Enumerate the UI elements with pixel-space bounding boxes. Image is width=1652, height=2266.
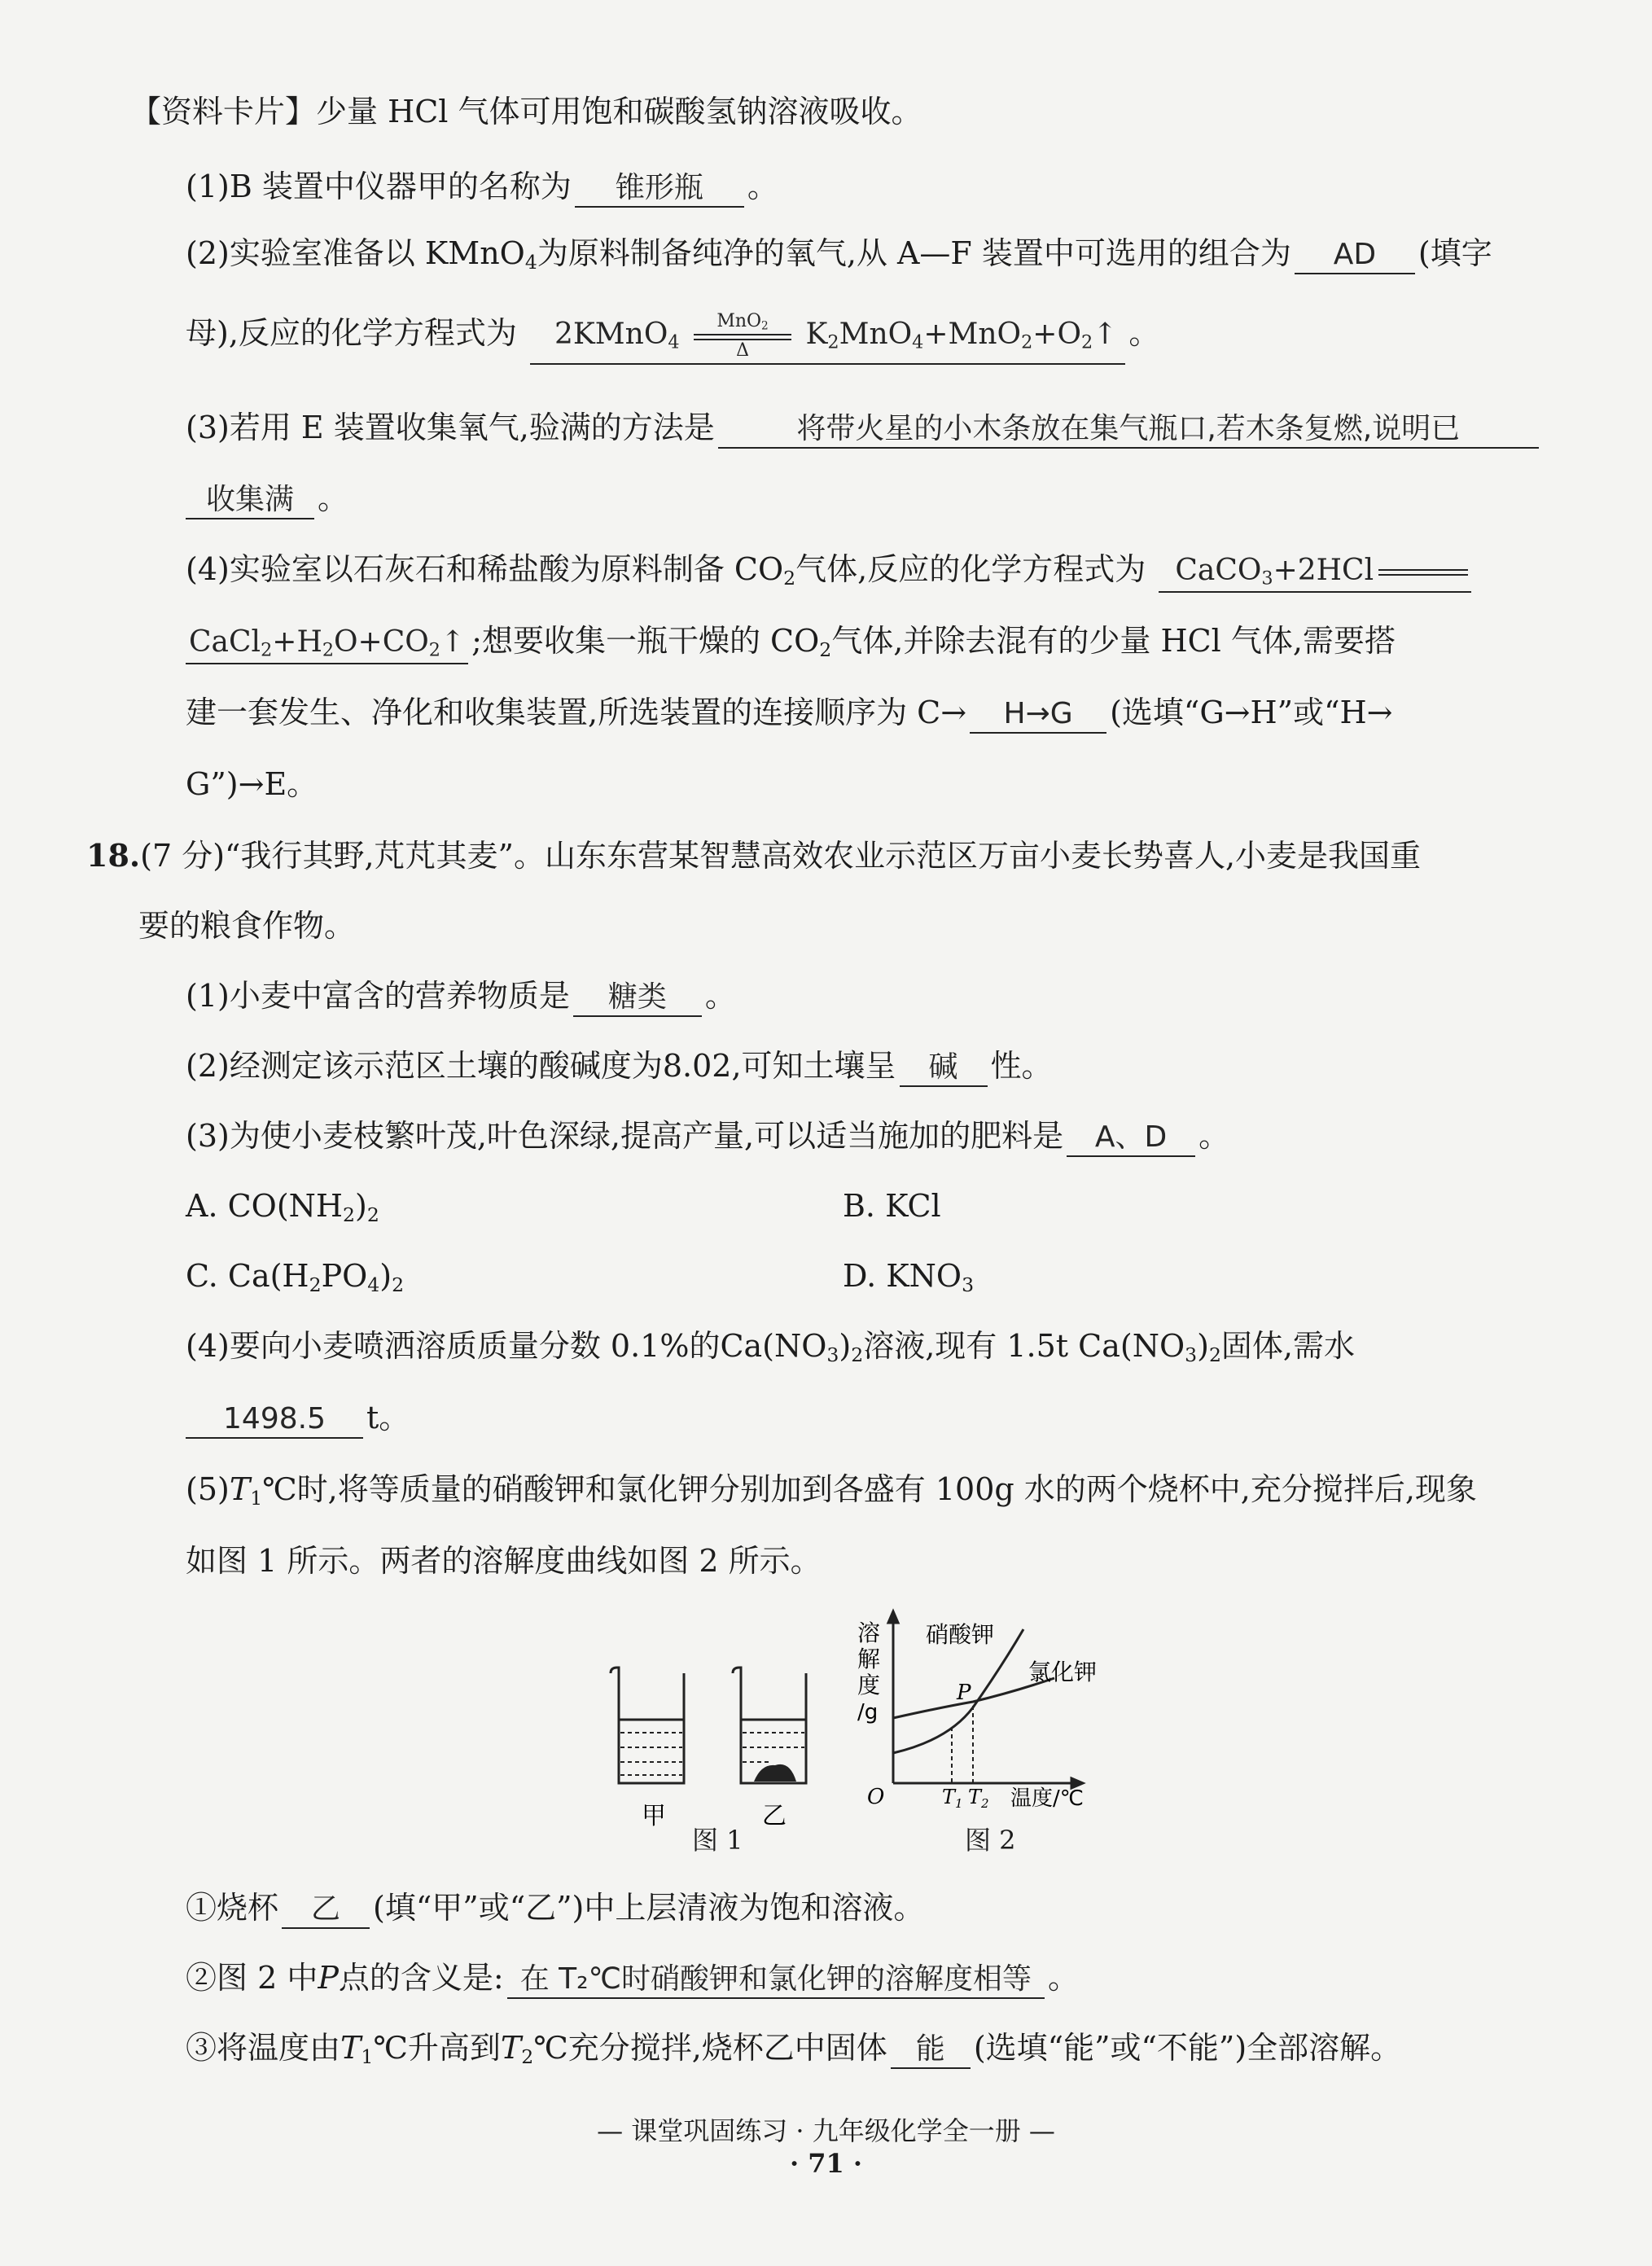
q3-line1: (3)若用 E 装置收集氧气,验满的方法是 将带火星的小木条放在集气瓶口,若木条复燃,说明已: [186, 412, 1542, 449]
beaker-b-label: 乙: [762, 1802, 787, 1830]
x-axis-label: 温度/℃: [1010, 1786, 1084, 1811]
q2-line1: (2)实验室准备以 KMnO$_4$为原料制备纯净的氧气,从 A—F 装置中可选用的组合为 AD (填字: [186, 235, 1492, 274]
q4-line2: $CaCl_2+H_2O+CO_2↑$ ;想要收集一瓶干燥的 $CO_2$气体,并除去混有的少量 HCl 气体,需要搭: [186, 625, 1396, 664]
question-number: 18.: [86, 837, 141, 874]
option-c: C. $Ca(H_2PO_4)_2$: [186, 1258, 405, 1296]
figure-2: [851, 1608, 1111, 1812]
q4-line1: (4)实验室以石灰石和稀盐酸为原料制备 $CO_2$气体,反应的化学方程式为 CaCO$_3$+2HCl: [186, 554, 1475, 593]
t2-label: $T_2$: [968, 1786, 989, 1811]
c3-answer: 能: [891, 2035, 971, 2069]
q3-answer-2: 收集满: [186, 485, 314, 519]
option-d: D. $KNO_3$: [843, 1258, 975, 1296]
q2-line2: 母),反应的化学方程式为 2KMnO$_4$ MnO$_2$ Δ $K_2MnO_4+MnO_2+O_2↑$ 。: [186, 313, 1159, 365]
y-label-2: 解: [857, 1646, 881, 1672]
y-axis-arrow-icon: [888, 1611, 898, 1623]
beaker-a: [611, 1668, 684, 1783]
y-label-1: 溶: [857, 1620, 881, 1646]
q2-equation: 2KMnO$_4$ MnO$_2$ Δ $K_2MnO_4+MnO_2+O_2↑$: [530, 313, 1125, 365]
c2: ②图 2 中P点的含义是: 在 T₂℃时硝酸钾和氯化钾的溶解度相等 。: [186, 1962, 1079, 1999]
reaction-condition: MnO$_2$ Δ: [694, 313, 791, 360]
t1-label: $T_1$: [942, 1786, 963, 1811]
s2-answer: 碱: [900, 1053, 988, 1087]
q18-s4-line1: (4)要向小麦喷洒溶质质量分数 0.1%的$Ca(NO_3)_2$溶液,现有 1.5t $Ca(NO_3)_2$固体,需水: [186, 1328, 1356, 1366]
q1: (1)B 装置中仪器甲的名称为 锥形瓶 。: [186, 171, 778, 208]
resource-card: [130, 96, 922, 127]
q18-s1: (1)小麦中富含的营养物质是 糖类 。: [186, 980, 736, 1017]
curve-kno3-label: 硝酸钾: [926, 1621, 995, 1648]
beaker-a-label: 甲: [642, 1802, 666, 1830]
origin-label: O: [867, 1785, 885, 1809]
c2-answer: 在 T₂℃时硝酸钾和氯化钾的溶解度相等: [507, 1965, 1045, 1999]
figure-2-caption: 图 2: [965, 1825, 1016, 1856]
s3-answer: A、D: [1067, 1123, 1195, 1157]
c1-answer: 乙: [282, 1895, 370, 1929]
figure-1-caption: 图 1: [692, 1825, 743, 1856]
q3-answer-1: 将带火星的小木条放在集气瓶口,若木条复燃,说明已: [718, 414, 1539, 449]
q4-equation-part2: $CaCl_2+H_2O+CO_2↑$: [186, 628, 468, 664]
q18-line2: 要的粮食作物。: [138, 908, 356, 944]
undissolved-solid: [754, 1764, 796, 1782]
q3-line2: 收集满 。: [186, 483, 348, 519]
q18-s3: (3)为使小麦枝繁叶茂,叶色深绿,提高产量,可以适当施加的肥料是 A、D 。: [186, 1120, 1229, 1157]
q18-s5-line1: $(5)T_1℃$时,将等质量的硝酸钾和氯化钾分别加到各盛有 100g 水的两个烧杯中,充分搅拌后,现象: [186, 1471, 1477, 1510]
q2-answer: AD: [1295, 240, 1415, 274]
card-text: 少量 HCl 气体可用饱和碳酸氢钠溶液吸收。: [316, 94, 922, 129]
q4-equation-part1: CaCO$_3$+2HCl: [1159, 556, 1471, 593]
q1-answer: 锥形瓶: [575, 173, 744, 208]
gas-arrow-icon: ↑: [1093, 318, 1118, 352]
q18-s5-line2: 如图 1 所示。两者的溶解度曲线如图 2 所示。: [186, 1543, 822, 1579]
s1-answer: 糖类: [573, 983, 702, 1017]
q4-answer: H→G: [970, 699, 1106, 734]
q18-s2: (2)经测定该示范区土壤的酸碱度为8.02,可知土壤呈 碱 性。: [186, 1050, 1053, 1087]
q4-line3: 建一套发生、净化和收集装置,所选装置的连接顺序为 C→ H→G (选填“G→H”或“H→: [186, 697, 1393, 734]
footer-title: — 课堂巩固练习 · 九年级化学全一册 —: [597, 2115, 1055, 2146]
c1: ①烧杯 乙 (填“甲”或“乙”)中上层清液为饱和溶液。: [186, 1892, 924, 1929]
s4-answer: 1498.5: [186, 1405, 363, 1439]
card-label: 【资料卡片】: [130, 94, 317, 129]
y-label-3: 度: [857, 1672, 881, 1698]
gas-arrow-icon: ↑: [440, 625, 466, 659]
curve-kcl-label: 氯化钾: [1028, 1659, 1098, 1685]
y-label-4: /g: [857, 1700, 879, 1725]
page-number: · 71 ·: [789, 2148, 863, 2179]
q18-line1: 18.(7 分)“我行其野,芃芃其麦”。山东东营某智慧高效农业示范区万亩小麦长势喜人,小麦是我国重: [86, 837, 1422, 874]
q18-s4-line2: 1498.5 t。: [186, 1402, 410, 1439]
c3: ③将温度由$T_1℃$升高到$T_2℃$充分搅拌,烧杯乙中固体 能 (选填“能”或“不能”)全部溶解。: [186, 2030, 1402, 2068]
option-b: B. KCl: [843, 1188, 941, 1224]
q4-line4: G”)→E。: [186, 766, 318, 802]
option-a: A. $CO(NH_2)_2$: [186, 1188, 379, 1226]
point-p-label: P: [957, 1681, 971, 1705]
